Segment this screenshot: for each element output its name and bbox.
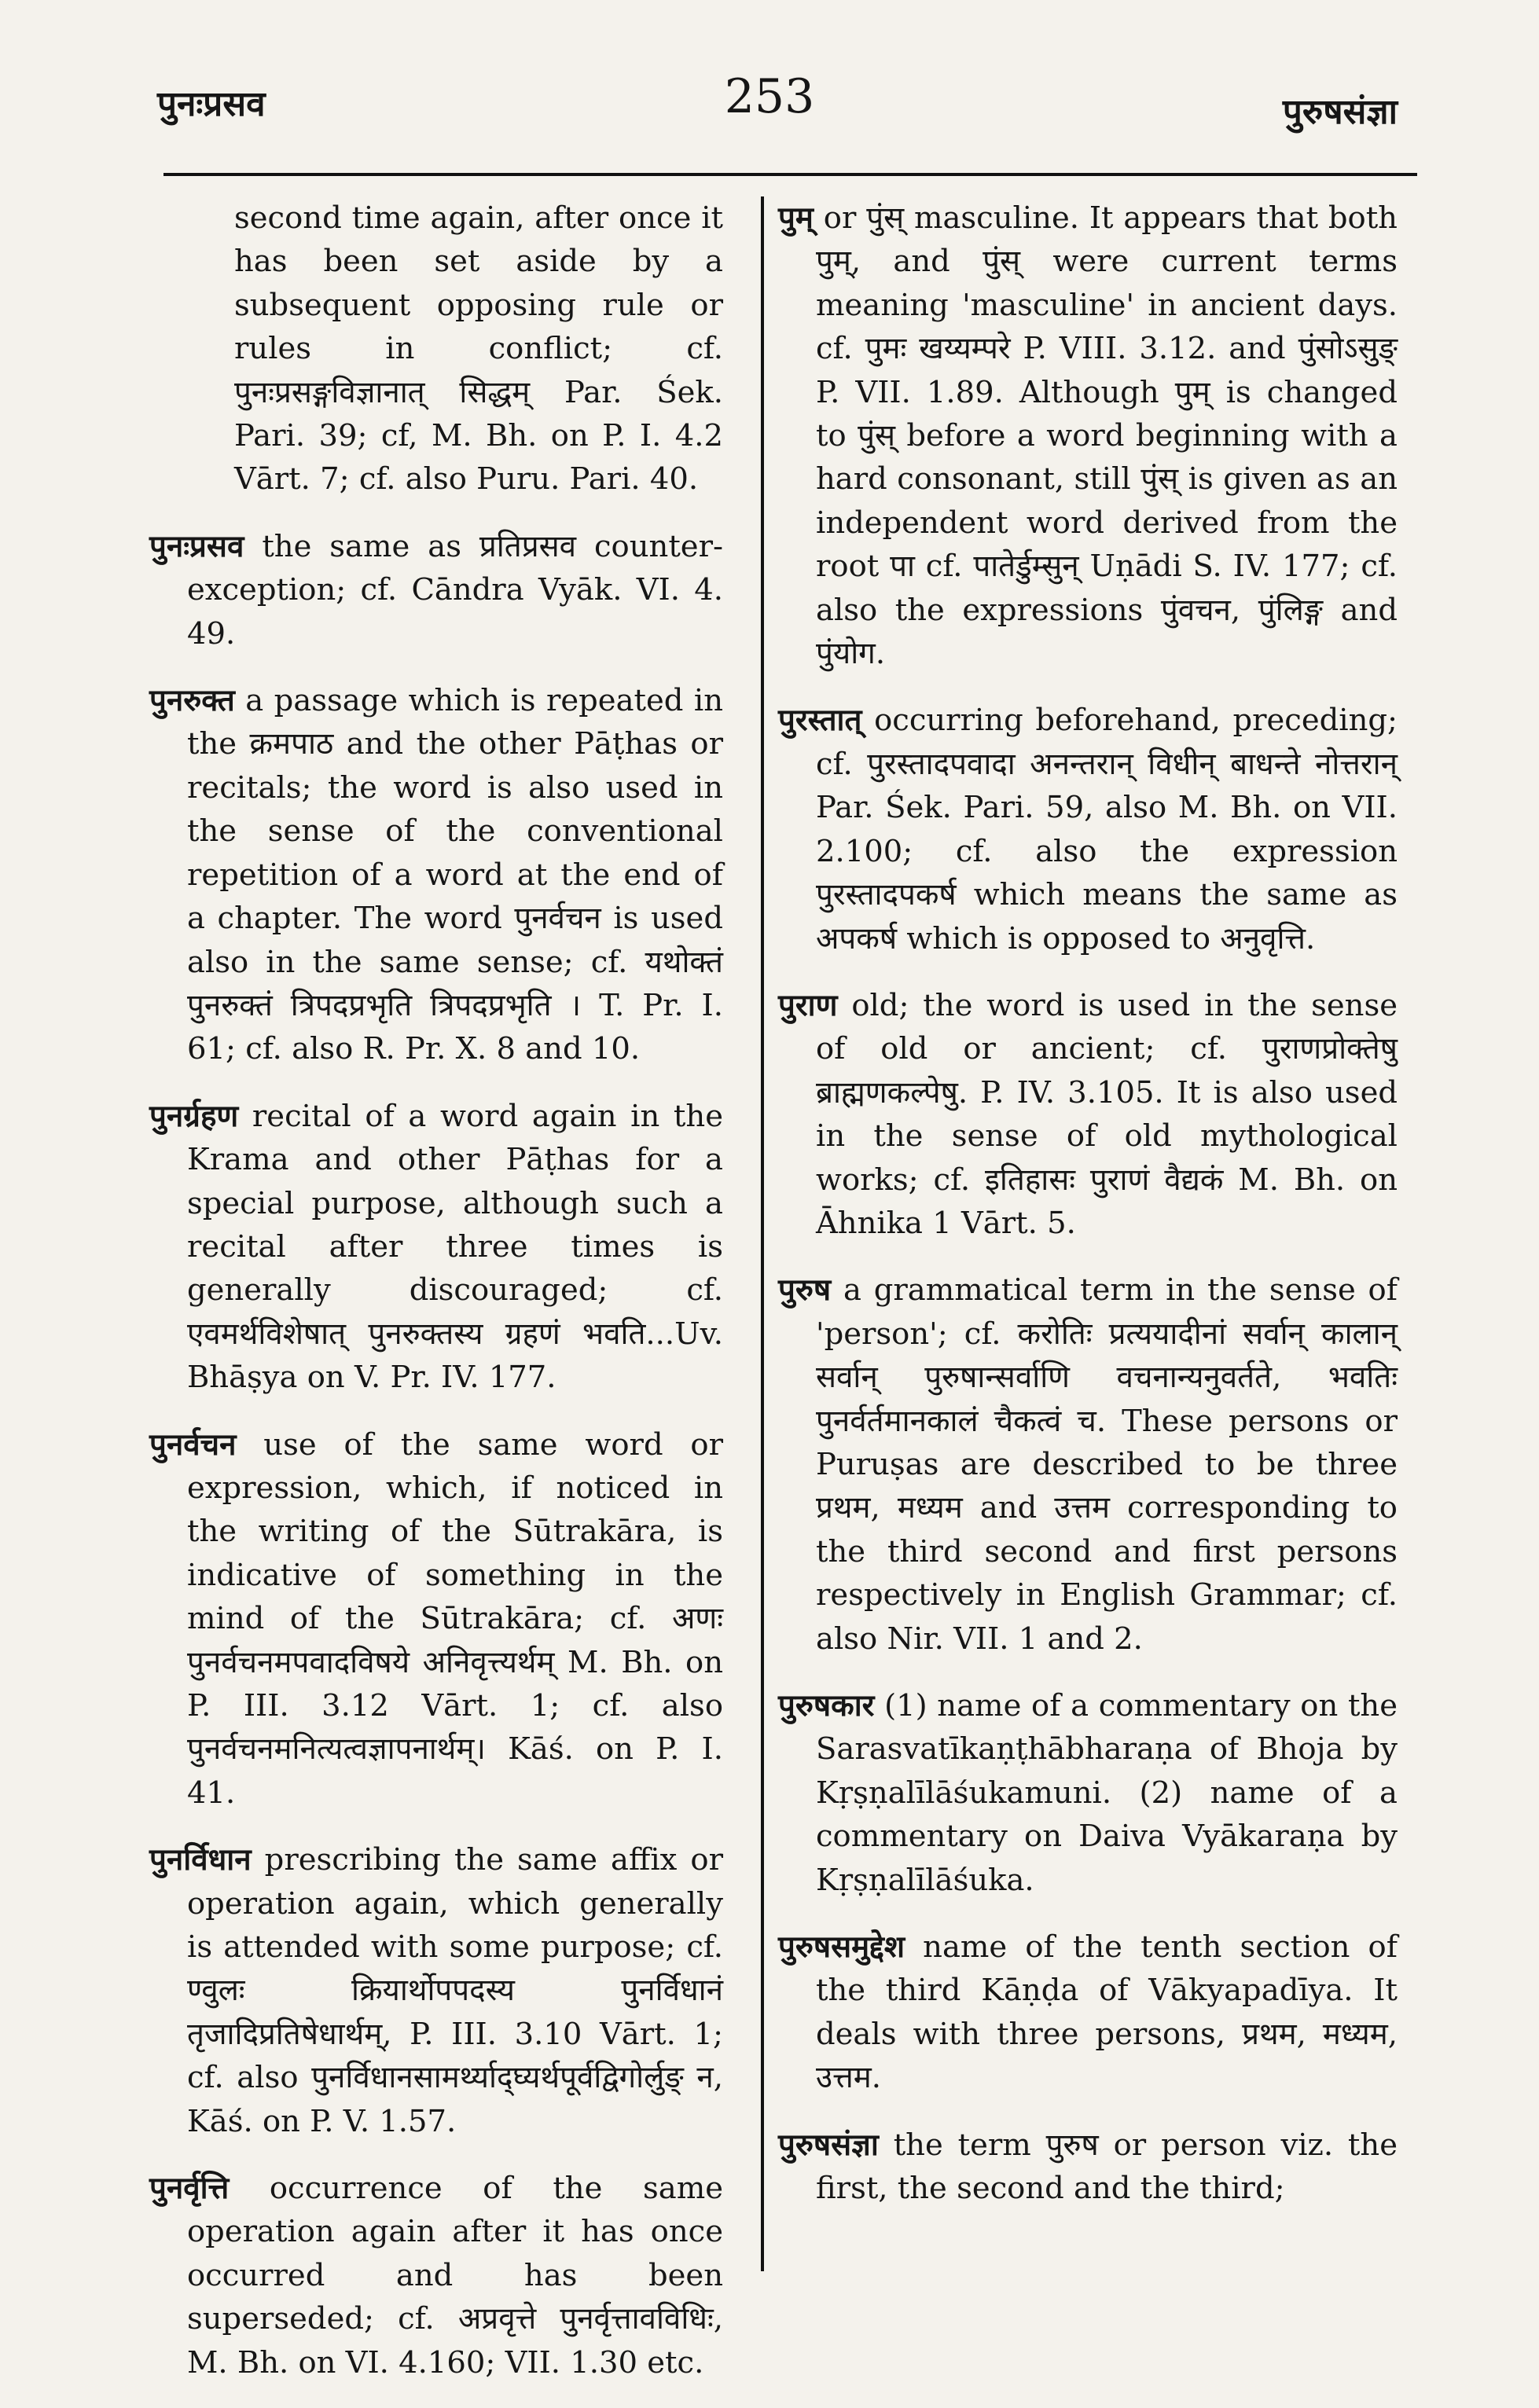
entry-text: occurrence of the same operation again after it has once occurred and has been superseded; cf. अप्रवृत्ते पुनर्वृत्तावविधिः, M. Bh. on VI. 4.160; VII. 1.30 etc.	[187, 2171, 723, 2380]
entry-text: the term पुरुष or person viz. the first, the second and the third;	[816, 2127, 1398, 2207]
headword: पुरुषकार	[778, 1688, 875, 1723]
right-column	[778, 196, 1398, 2234]
dictionary-entry	[778, 699, 1398, 960]
running-head-left: पुनःप्रसव	[157, 84, 266, 124]
column-divider	[761, 196, 764, 2271]
header-rule	[163, 173, 1417, 176]
entry-text: a passage which is repeated in the क्रमपाठ and the other Pāṭhas or recitals; the word is also used in the sense of the conventional repetition of a word at the end of a chapter. The word पुनर्वचन is used also in the same sense; cf. यथोक्तं पुनरुक्तं त्रिपदप्रभृति त्रिपदप्रभृति । T. Pr. I. 61; cf. also R. Pr. X. 8 and 10.	[187, 683, 723, 1067]
entry-text: the same as प्रतिप्रसव counter-exception; cf. Cāndra Vyāk. VI. 4. 49.	[187, 528, 723, 652]
entry-text: old; the word is used in the sense of old or ancient; cf. पुराणप्रोक्तेषु ब्राह्मणकल्पेषु. P. IV. 3.105. It is also used in the sense of old mythological works; cf. इतिहासः पुराणं वैद्यकं M. Bh. on Āhnika 1 Vārt. 5.	[816, 987, 1398, 1241]
entry-text: or पुंस् masculine. It appears that both पुम्, and पुंस् were current terms meaning 'masculine' in ancient days. cf. पुमः खय्यम्परे P. VIII. 3.12. and पुंसोऽसुङ् P. VII. 1.89. Although पुम् is changed to पुंस् before a word beginning with a hard consonant, still पुंस् is given as an independent word derived from the root पा cf. पातेर्डुम्सुन् Uṇādi S. IV. 177; cf. also the expressions पुंवचन, पुंलिङ्ग and पुंयोग.	[816, 200, 1398, 672]
entry-text: recital of a word again in the Krama and other Pāṭhas for a special purpose, although such a recital after three times is generally discouraged; cf. एवमर्थविशेषात् पुनरुक्तस्य ग्रहणं भवति...Uv. Bhāṣya on V. Pr. IV. 177.	[187, 1098, 723, 1396]
headword: पुनर्वृत्ति	[149, 2171, 230, 2207]
headword: पुरुष	[778, 1272, 832, 1309]
entry-text: occurring beforehand, preceding; cf. पुरस्तादपवादा अनन्तरान् विधीन् बाधन्ते नोत्तरान् Par. Śek. Pari. 59, also M. Bh. on VII. 2.100; cf. also the expression पुरस्तादपकर्ष which means the same as अपकर्ष which is opposed to अनुवृत्ति.	[816, 703, 1398, 956]
entry-text: a grammatical term in the sense of 'person'; cf. करोतिः प्रत्ययादीनां सर्वान् कालान् सर्वान् पुरुषान्सर्वाणि वचनान्यनुवर्तते, भवतिः पुनर्वर्तमानकालं चैकत्वं च. These persons or Puruṣas are described to be three प्रथम, मध्यम and उत्तम corresponding to the third second and first persons respectively in English Grammar; cf. also Nir. VII. 1 and 2.	[816, 1272, 1398, 1657]
entry-text: (1) name of a commentary on the Sarasvatīkaṇṭhābharaṇa of Bhoja by Kṛṣṇalīlāśukamuni. (2) name of a commentary on Daiva Vyākaraṇa by Kṛṣṇalīlāśuka.	[816, 1688, 1398, 1898]
left-column	[149, 196, 723, 2408]
headword: पुनर्ग्रहण	[149, 1098, 239, 1134]
dictionary-entry	[149, 525, 723, 655]
dictionary-entry	[778, 1925, 1398, 2100]
headword: पुनर्वचन	[149, 1426, 237, 1463]
page-header	[0, 0, 1539, 157]
dictionary-entry	[149, 2167, 723, 2384]
dictionary-entry	[778, 196, 1398, 675]
page-number: 253	[724, 69, 815, 124]
dictionary-entry	[149, 679, 723, 1071]
headword: पुरुषसंज्ञा	[778, 2127, 879, 2163]
entry-text: name of the tenth section of the third Kāṇḍa of Vākyapadīya. It deals with three persons, प्रथम, मध्यम, उत्तम.	[816, 1929, 1398, 2096]
headword: पुनरुक्त	[149, 683, 235, 719]
headword: पुरुषसमुद्देश	[778, 1929, 905, 1966]
continued-entry	[149, 196, 723, 501]
dictionary-entry	[778, 1268, 1398, 1661]
dictionary-entry	[149, 1838, 723, 2143]
dictionary-entry	[149, 1423, 723, 1815]
running-head-right: पुरुषसंज्ञा	[1282, 92, 1398, 132]
dictionary-entry	[778, 984, 1398, 1245]
headword: पुनःप्रसव	[149, 528, 244, 564]
entry-text: second time again, after once it has been set aside by a subsequent opposing rule or rules in conflict; cf. पुनःप्रसङ्गविज्ञानात् सिद्धम् Par. Śek. Pari. 39; cf, M. Bh. on P. I. 4.2 Vārt. 7; cf. also Puru. Pari. 40.	[234, 200, 723, 497]
dictionary-entry	[778, 2124, 1398, 2211]
dictionary-entry	[149, 1095, 723, 1400]
headword: पुनर्विधान	[149, 1842, 252, 1878]
headword: पुम्	[778, 200, 814, 236]
headword: पुरस्तात्	[778, 703, 862, 739]
entry-text: use of the same word or expression, which, if noticed in the writing of the Sūtrakāra, is indicative of something in the mind of the Sūtrakāra; cf. अणः पुनर्वचनमपवादविषये अनिवृत्त्यर्थम् M. Bh. on P. III. 3.12 Vārt. 1; cf. also पुनर्वचनमनित्यत्वज्ञापनार्थम्। Kāś. on P. I. 41.	[187, 1426, 723, 1811]
headword: पुराण	[778, 987, 838, 1023]
entry-text: prescribing the same affix or operation again, which generally is attended with some purpose; cf. ण्वुलः क्रियार्थोपपदस्य पुनर्विधानं तृजादिप्रतिषेधार्थम्, P. III. 3.10 Vārt. 1; cf. also पुनर्विधानसामर्थ्याद्घ्यर्थपूर्वद्विगोर्लुङ् न, Kāś. on P. V. 1.57.	[187, 1842, 723, 2139]
dictionary-entry	[778, 1684, 1398, 1902]
